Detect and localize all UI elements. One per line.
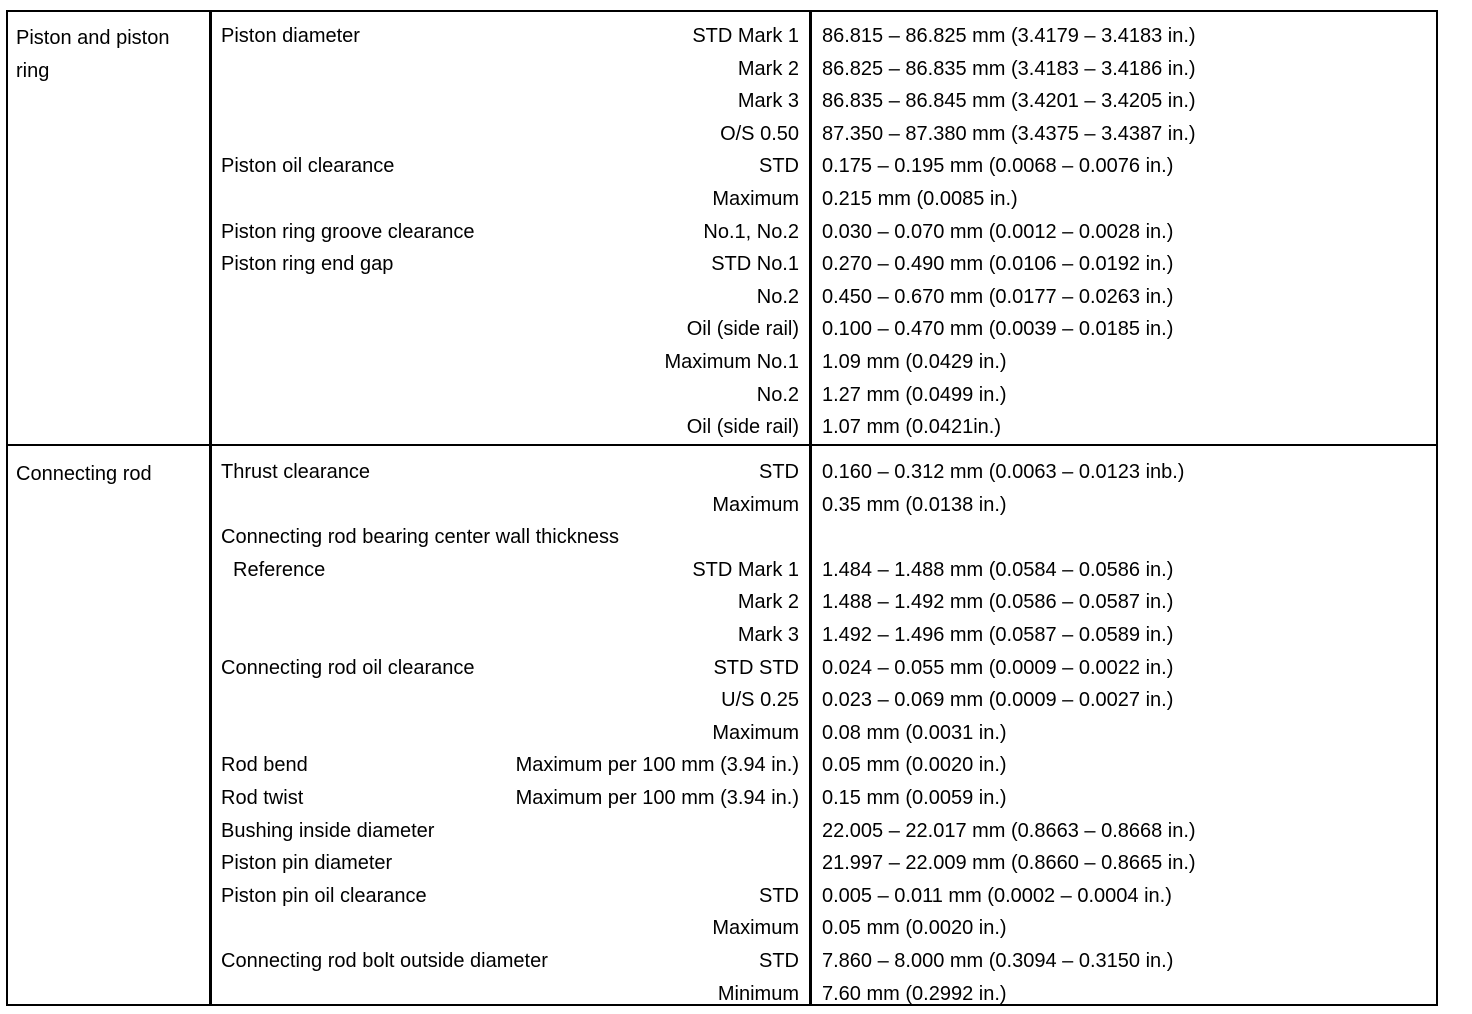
spec-value: 1.07 mm (0.0421in.) [822, 416, 1001, 439]
spec-condition: Maximum [712, 188, 799, 210]
spec-value: 1.09 mm (0.0429 in.) [822, 351, 1007, 373]
spec-value: 0.450 – 0.670 mm (0.0177 – 0.0263 in.) [822, 285, 1174, 308]
spec-condition: No.1, No.2 [703, 220, 799, 243]
spec-value: 0.05 mm (0.0020 in.) [822, 917, 1007, 940]
spec-value: 0.215 mm (0.0085 in.) [822, 188, 1018, 210]
spec-value: 0.08 mm (0.0031 in.) [822, 721, 1007, 744]
spec-value: 0.15 mm (0.0059 in.) [822, 787, 1007, 809]
spec-value: 86.825 – 86.835 mm (3.4183 – 3.4186 in.) [822, 57, 1196, 80]
spec-item-label: Connecting rod oil clearance [221, 656, 475, 679]
section-divider [8, 444, 1436, 446]
spec-condition: Maximum [712, 493, 799, 516]
spec-condition: Mark 3 [737, 90, 799, 113]
spec-item-label: Piston oil clearance [221, 155, 395, 178]
spec-condition: Oil (side rail) [686, 416, 799, 439]
spec-condition: Maximum [712, 721, 799, 744]
spec-item-label: Piston diameter [221, 25, 360, 47]
spec-value: 22.005 – 22.017 mm (0.8663 – 0.8668 in.) [822, 819, 1196, 842]
spec-item-label: Piston pin diameter [221, 852, 393, 875]
spec-condition: No.2 [756, 285, 799, 308]
category-label: Connecting rod [16, 463, 152, 485]
spec-condition: Maximum No.1 [664, 351, 799, 373]
spec-value: 0.030 – 0.070 mm (0.0012 – 0.0028 in.) [822, 220, 1174, 243]
spec-item-label: Piston pin oil clearance [221, 884, 427, 907]
spec-condition: STD [759, 950, 799, 972]
spec-condition: Minimum [717, 982, 799, 1005]
spec-value: 0.35 mm (0.0138 in.) [822, 493, 1007, 516]
spec-value: 0.023 – 0.069 mm (0.0009 – 0.0027 in.) [822, 689, 1174, 712]
spec-condition: STD [759, 155, 799, 178]
spec-condition: No.2 [756, 383, 799, 406]
spec-condition: STD [759, 884, 799, 907]
spec-value: 87.350 – 87.380 mm (3.4375 – 3.4387 in.) [822, 122, 1196, 145]
spec-value: 0.005 – 0.011 mm (0.0002 – 0.0004 in.) [822, 884, 1172, 907]
spec-value: 0.270 – 0.490 mm (0.0106 – 0.0192 in.) [822, 253, 1174, 276]
spec-item-label: Bushing inside diameter [221, 819, 435, 842]
column-divider-category [209, 12, 212, 1004]
spec-item-label: Rod bend [221, 754, 308, 777]
spec-condition: Oil (side rail) [686, 318, 799, 341]
spec-item-label: Piston ring end gap [221, 253, 394, 276]
column-divider-value [809, 12, 812, 1004]
spec-value: 1.488 – 1.492 mm (0.0586 – 0.0587 in.) [822, 591, 1174, 614]
spec-condition: Maximum [712, 917, 799, 940]
spec-condition: STD Mark 1 [692, 25, 799, 47]
category-label: Piston and piston ring [16, 27, 170, 82]
spec-condition: Mark 2 [737, 57, 799, 80]
spec-condition: Mark 3 [737, 624, 799, 646]
spec-value: 7.60 mm (0.2992 in.) [822, 982, 1007, 1005]
spec-value: 0.175 – 0.195 mm (0.0068 – 0.0076 in.) [822, 155, 1174, 178]
spec-item-label: Connecting rod bearing center wall thickness [221, 526, 619, 549]
spec-value: 0.160 – 0.312 mm (0.0063 – 0.0123 inb.) [822, 461, 1185, 483]
spec-item-label: Connecting rod bolt outside diameter [221, 950, 548, 972]
spec-value: 0.100 – 0.470 mm (0.0039 – 0.0185 in.) [822, 318, 1174, 341]
spec-condition: STD [759, 461, 799, 483]
spec-condition: STD Mark 1 [692, 558, 799, 581]
spec-condition: U/S 0.25 [721, 689, 799, 712]
spec-item-label: Rod twist [221, 787, 304, 809]
spec-item-label: Piston ring groove clearance [221, 220, 475, 243]
spec-value: 86.835 – 86.845 mm (3.4201 – 3.4205 in.) [822, 90, 1196, 113]
spec-value: 7.860 – 8.000 mm (0.3094 – 0.3150 in.) [822, 950, 1174, 972]
spec-condition: STD No.1 [711, 253, 799, 276]
spec-value: 1.484 – 1.488 mm (0.0584 – 0.0586 in.) [822, 558, 1174, 581]
spec-condition: O/S 0.50 [720, 122, 799, 145]
spec-item-label: Reference [233, 558, 326, 581]
spec-value: 21.997 – 22.009 mm (0.8660 – 0.8665 in.) [822, 852, 1196, 875]
spec-condition: Mark 2 [737, 591, 799, 614]
spec-item-label: Thrust clearance [221, 461, 370, 483]
spec-value: 1.492 – 1.496 mm (0.0587 – 0.0589 in.) [822, 624, 1174, 646]
spec-condition: Maximum per 100 mm (3.94 in.) [515, 754, 799, 777]
spec-value: 0.05 mm (0.0020 in.) [822, 754, 1007, 777]
spec-condition: Maximum per 100 mm (3.94 in.) [515, 787, 799, 809]
spec-value: 0.024 – 0.055 mm (0.0009 – 0.0022 in.) [822, 656, 1174, 679]
spec-value: 86.815 – 86.825 mm (3.4179 – 3.4183 in.) [822, 25, 1196, 47]
spec-value: 1.27 mm (0.0499 in.) [822, 383, 1007, 406]
spec-condition: STD STD [713, 656, 799, 679]
spec-table [6, 10, 1438, 1006]
